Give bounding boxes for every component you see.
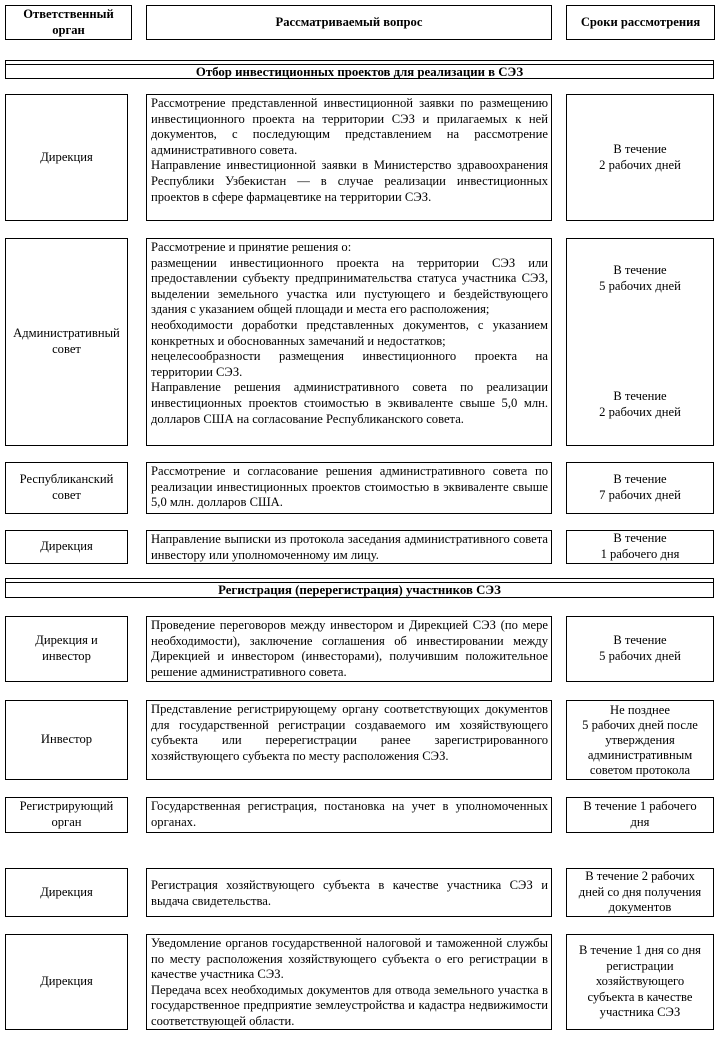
deadline-line: В течение 1 рабочего bbox=[583, 799, 697, 814]
organ-label: Дирекция и инвестор bbox=[35, 633, 98, 663]
header-deadline-label: Сроки рассмотрения bbox=[580, 14, 701, 29]
organ-label: Дирекция bbox=[40, 539, 93, 554]
row-question bbox=[146, 530, 552, 564]
question-paragraph: Направление выписки из протокола заседания административного совета инвестору или уполномоченному им лицу. bbox=[151, 532, 548, 562]
question-paragraph: Рассмотрение и согласование решения административного совета по реализации инвестиционных проектов стоимостью в эквиваленте свыше 5,0 млн. долларов США. bbox=[151, 464, 548, 510]
deadline-line: советом протокола bbox=[589, 762, 691, 777]
deadline-line: 2 рабочих дней bbox=[599, 404, 681, 419]
deadline-line: 1 рабочего дня bbox=[600, 547, 680, 561]
row-deadline bbox=[566, 934, 714, 1030]
deadline-line: документов bbox=[608, 900, 672, 915]
header-question-label: Рассматриваемый вопрос bbox=[275, 14, 423, 29]
organ-label: Инвестор bbox=[40, 732, 93, 747]
deadline-line: дня bbox=[630, 815, 650, 829]
deadline-line: В течение bbox=[613, 263, 667, 277]
header-organ-label: Ответственный орган bbox=[23, 6, 114, 37]
section-title-text: Регистрация (перерегистрация) участников СЭЗ bbox=[218, 583, 501, 597]
deadline-line: Не позднее bbox=[610, 702, 670, 717]
deadline-line: субъекта в качестве bbox=[587, 989, 693, 1004]
row-question bbox=[146, 462, 552, 514]
organ-label: Административный совет bbox=[13, 326, 120, 356]
deadline-line: В течение bbox=[613, 531, 667, 546]
question-paragraph: необходимости доработки представленных документов, с указанием конкретных и обоснованных замечаний и недостатков; bbox=[151, 317, 548, 348]
row-question bbox=[146, 700, 552, 780]
question-paragraph: размещении инвестиционного проекта на территории СЭЗ или предоставлении субъекту предпринимательства статуса участника СЭЗ, выделении земельного участка или пустующего и бездействующего здания с указанием общей площади и места его расположения; bbox=[151, 255, 548, 317]
deadline-line: В течение 1 дня со дня bbox=[579, 943, 701, 958]
deadline-line: 7 рабочих дней bbox=[599, 488, 681, 502]
row-organ bbox=[5, 238, 128, 446]
row-organ bbox=[5, 700, 128, 780]
question-paragraph: Рассмотрение и принятие решения о: bbox=[151, 240, 352, 254]
organ-label: Регистрирующий орган bbox=[19, 799, 114, 829]
question-paragraph: Передача всех необходимых документов для отвода земельного участка в государственное предприятие землеустройства и кадастра недвижимости соответствующей области. bbox=[151, 982, 548, 1028]
deadline-line: регистрации bbox=[606, 958, 674, 973]
deadline-line: В течение bbox=[613, 389, 667, 403]
row-deadline bbox=[566, 797, 714, 833]
header-question bbox=[146, 5, 552, 40]
deadline-block bbox=[567, 263, 713, 294]
row-question bbox=[146, 934, 552, 1030]
question-paragraph: Направление инвестиционной заявки в Министерство здравоохранения Республики Узбекистан — в случае реализации инвестиционных проектов в сфере фармацевтике на территории СЭЗ. bbox=[151, 158, 548, 204]
question-paragraph: Представление регистрирующему органу соответствующих документов для государственной регистрации создаваемого им хозяйствующего субъекта или перерегистрации ранее зарегистрированного хозяйствующего субъекта по месту расположения СЭЗ. bbox=[151, 702, 548, 763]
section-title bbox=[5, 64, 714, 79]
row-deadline bbox=[566, 94, 714, 221]
row-organ bbox=[5, 868, 128, 917]
header-organ bbox=[5, 5, 132, 40]
row-deadline bbox=[566, 616, 714, 682]
deadline-line: В течение bbox=[613, 633, 667, 648]
row-question bbox=[146, 797, 552, 833]
question-paragraph: Проведение переговоров между инвестором и Дирекцией СЭЗ (по мере необходимости), заключение соглашения об инвестировании между Дирекцией и инвестором (инвесторами), получившим положительное решение административного совета. bbox=[151, 618, 548, 679]
deadline-line: В течение 2 рабочих bbox=[585, 869, 695, 884]
organ-label: Дирекция bbox=[40, 884, 93, 899]
section-title bbox=[5, 582, 714, 598]
deadline-line: 5 рабочих дней bbox=[599, 278, 681, 293]
deadline-line: 5 рабочих дней после bbox=[582, 717, 698, 732]
question-paragraph: Направление решения административного совета по реализации инвестиционных проектов стоимостью в эквиваленте свыше 5,0 млн. долларов США на согласование Республиканского совета. bbox=[151, 380, 548, 426]
organ-label: Дирекция bbox=[40, 149, 93, 164]
row-deadline bbox=[566, 868, 714, 917]
deadline-block bbox=[567, 389, 713, 420]
deadline-line: утверждения bbox=[605, 732, 675, 747]
deadline-line: хозяйствующего bbox=[595, 974, 685, 989]
row-question bbox=[146, 238, 552, 446]
row-deadline bbox=[566, 462, 714, 514]
question-paragraph: нецелесообразности размещения инвестиционного проекта на территории СЭЗ. bbox=[151, 349, 548, 379]
deadline-line: участника СЭЗ bbox=[599, 1005, 681, 1020]
row-deadline bbox=[566, 530, 714, 564]
deadline-line: 2 рабочих дней bbox=[599, 157, 681, 172]
question-paragraph: Регистрация хозяйствующего субъекта в качестве участника СЭЗ и выдача свидетельства. bbox=[151, 878, 548, 908]
row-deadline bbox=[566, 700, 714, 780]
row-question bbox=[146, 868, 552, 917]
row-organ bbox=[5, 934, 128, 1030]
question-paragraph: Уведомление органов государственной налоговой и таможенной службы по месту расположения хозяйствующего субъекта о его регистрации в качестве участника СЭЗ. bbox=[151, 936, 548, 982]
deadline-line: 5 рабочих дней bbox=[599, 649, 681, 663]
row-organ bbox=[5, 797, 128, 833]
question-paragraph: Государственная регистрация, постановка на учет в уполномоченных органах. bbox=[151, 799, 548, 829]
row-organ bbox=[5, 530, 128, 564]
row-organ bbox=[5, 616, 128, 682]
organ-label: Республиканский совет bbox=[19, 472, 114, 502]
organ-label: Дирекция bbox=[40, 974, 93, 989]
row-question bbox=[146, 94, 552, 221]
deadline-line: В течение bbox=[613, 141, 667, 156]
question-paragraph: Рассмотрение представленной инвестиционной заявки по размещению инвестиционного проекта на территории СЭЗ и прилагаемых к ней документов, с последующим представлением на рассмотрение административного совета. bbox=[151, 96, 548, 157]
deadline-line: административным bbox=[587, 747, 693, 762]
deadline-line: В течение bbox=[613, 472, 667, 487]
deadline-line: дней со дня получения bbox=[578, 884, 702, 899]
row-organ bbox=[5, 462, 128, 514]
row-question bbox=[146, 616, 552, 682]
header-deadline bbox=[566, 5, 715, 40]
row-organ bbox=[5, 94, 128, 221]
section-title-text: Отбор инвестиционных проектов для реализации в СЭЗ bbox=[195, 65, 524, 79]
row-deadline bbox=[566, 238, 714, 446]
